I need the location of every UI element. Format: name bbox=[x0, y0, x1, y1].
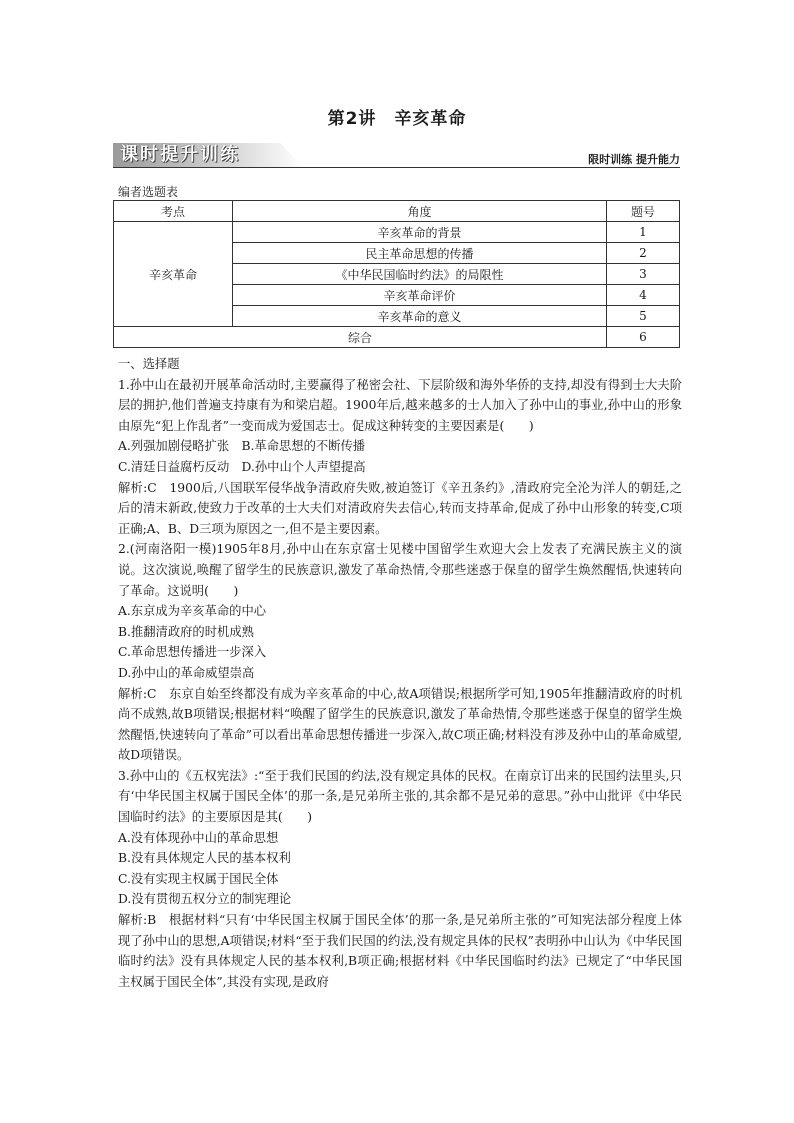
angle-cell: 辛亥革命的背景 bbox=[233, 222, 607, 243]
question-2-option-a: A.东京成为辛亥革命的中心 bbox=[118, 604, 267, 619]
header-jiaodu: 角度 bbox=[233, 201, 607, 222]
number-cell: 2 bbox=[607, 243, 680, 264]
question-3-option-a: A.没有体现孙中山的革命思想 bbox=[118, 830, 279, 845]
banner-right-label: 限时训练 提升能力 bbox=[588, 153, 680, 166]
banner-title: 课时提升训练 bbox=[120, 144, 240, 165]
question-2-option-b: B.推翻清政府的时机成熟 bbox=[118, 624, 254, 639]
question-1-options-ab: A.列强加剧侵略扩张 B.革命思想的不断传播 bbox=[118, 439, 366, 454]
header-rule bbox=[113, 167, 680, 168]
question-2-option-c: C.革命思想传播进一步深入 bbox=[118, 645, 267, 660]
angle-cell: 民主革命思想的传播 bbox=[233, 243, 607, 264]
question-3-stem: 3.孙中山的《五权宪法》:“至于我们民国的约法,没有规定具体的民权。在南京订出来的民国约法里头,只有‘中华民国主权属于国民全体’的那一条,是兄弟所主张的,其余都不是兄弟的意思。”孙中山批评《中华民国临时约法》的主要原因是其( ) bbox=[118, 768, 682, 825]
summary-label-cell: 综合 bbox=[114, 327, 607, 348]
section-heading: 一、选择题 bbox=[118, 357, 180, 371]
lesson-title: 第2讲 辛亥革命 bbox=[327, 109, 467, 129]
table-row bbox=[114, 327, 680, 348]
table-caption: 编者选题表 bbox=[118, 185, 179, 199]
number-cell: 3 bbox=[607, 264, 680, 285]
number-cell: 5 bbox=[607, 306, 680, 327]
angle-cell: 辛亥革命评价 bbox=[233, 285, 607, 306]
topic-selection-table bbox=[113, 200, 680, 348]
number-cell: 6 bbox=[607, 327, 680, 348]
question-1-analysis: 解析:C 1900后,八国联军侵华战争清政府失败,被迫签订《辛丑条约》,清政府完全沦为洋人的朝廷,之后的清末新政,使致力于改革的士大夫们对清政府失去信心,转而支持革命,促成了孙中山形象的转变,C项正确;A、B、D三项为原因之一,但不是主要因素。 bbox=[118, 480, 682, 536]
question-1-stem: 1.孙中山在最初开展革命活动时,主要赢得了秘密会社、下层阶级和海外华侨的支持,却没有得到士大夫阶层的拥护,他们普遍支持康有为和梁启超。1900年后,越来越多的士人加入了孙中山的事业,孙中山的形象由原先“犯上作乱者”一变而成为爱国志士。促成这种转变的主要因素是( ) bbox=[118, 377, 682, 433]
question-2-option-d: D.孙中山的革命威望崇高 bbox=[118, 665, 255, 680]
question-content bbox=[118, 354, 682, 992]
number-cell: 4 bbox=[607, 285, 680, 306]
question-2-stem: 2.(河南洛阳一模)1905年8月,孙中山在东京富士见楼中国留学生欢迎大会上发表了充满民族主义的演说。这次演说,唤醒了留学生的民族意识,激发了革命热情,令那些迷惑于保皇的留学生焕然醒悟,快速转向了革命。这说明( ) bbox=[118, 542, 682, 598]
angle-cell: 《中华民国临时约法》的局限性 bbox=[233, 264, 607, 285]
table-header-row bbox=[114, 201, 680, 222]
table-row bbox=[114, 222, 680, 243]
question-3-option-b: B.没有具体规定人民的基本权利 bbox=[118, 851, 291, 866]
question-2-analysis: 解析:C 东京自始至终都没有成为辛亥革命的中心,故A项错误;根据所学可知,1905年推翻清政府的时机尚不成熟,故B项错误;根据材料“唤醒了留学生的民族意识,激发了革命热情,令那些迷惑于保皇的留学生焕然醒悟,快速转向了革命”可以看出革命思想传播进一步深入,故C项正确;材料没有涉及孙中山的革命威望,故D项错误。 bbox=[118, 686, 682, 763]
question-3-analysis: 解析:B 根据材料“只有‘中华民国主权属于国民全体’的那一条,是兄弟所主张的”可知宪法部分程度上体现了孙中山的思想,A项错误;材料“至于我们民国的约法,没有规定具体的民权”表明孙中山认为《中华民国临时约法》没有具体规定人民的基本权利,B项正确;根据材料《中华民国临时约法》已规定了“中华民国主权属于国民全体”,其没有实现,是政府 bbox=[118, 913, 682, 989]
group-label-cell: 辛亥革命 bbox=[114, 222, 233, 327]
header-kaodian: 考点 bbox=[114, 201, 233, 222]
question-3-option-c: C.没有实现主权属于国民全体 bbox=[118, 871, 279, 886]
header-tihao: 题号 bbox=[607, 201, 680, 222]
number-cell: 1 bbox=[607, 222, 680, 243]
question-1-options-cd: C.清廷日益腐朽反动 D.孙中山个人声望提高 bbox=[118, 459, 366, 474]
question-3-option-d: D.没有贯彻五权分立的制宪理论 bbox=[118, 892, 292, 907]
angle-cell: 辛亥革命的意义 bbox=[233, 306, 607, 327]
